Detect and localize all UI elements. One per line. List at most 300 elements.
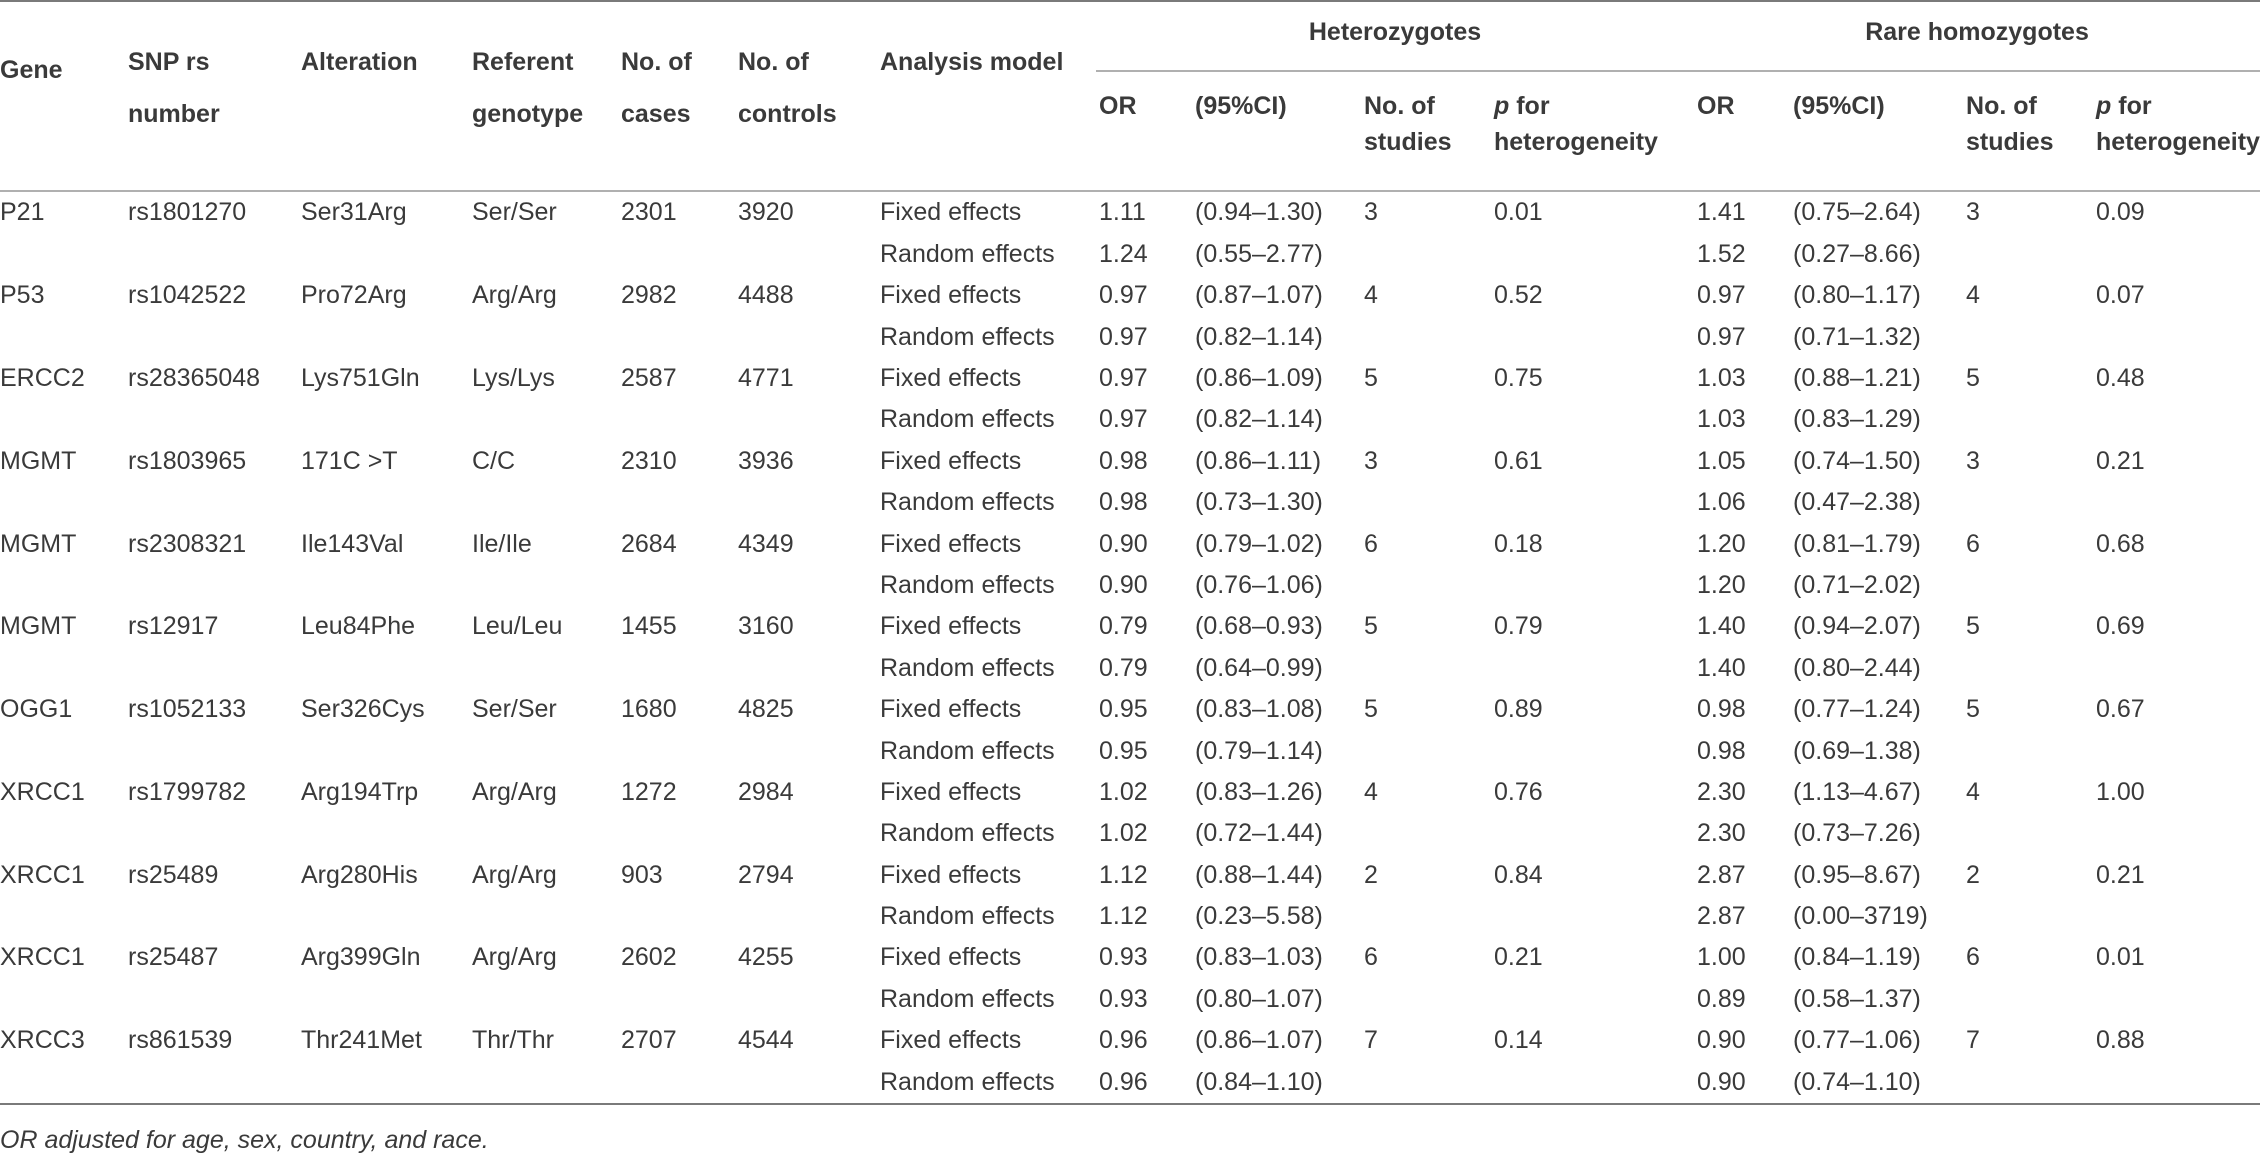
cell-empty [298, 896, 469, 937]
cell-rare-or: 2.30 [1697, 819, 1746, 848]
cell-het-ci: (0.86–1.11) [1195, 446, 1322, 475]
cell-het-p: 0.89 [1494, 695, 1543, 724]
cell-model: Fixed effects [880, 364, 1022, 392]
cell-alteration: Leu84Phe [301, 612, 416, 641]
cell-het-studies: 6 [1364, 529, 1378, 558]
cell-het-studies: 3 [1361, 191, 1491, 233]
cell-het-studies: 5 [1364, 612, 1378, 641]
cell-het-ci: (0.84–1.10) [1192, 1061, 1361, 1103]
cell-het-ci: (0.72–1.44) [1195, 819, 1323, 848]
cell-het-or: 0.93 [1099, 984, 1148, 1013]
cell-gene: XRCC1 [0, 777, 85, 806]
cell-controls: 3936 [738, 446, 794, 475]
cell-empty [735, 233, 877, 274]
table-row [0, 523, 2260, 564]
cell-controls: 2984 [738, 777, 794, 806]
cell-gene: XRCC3 [0, 1026, 85, 1055]
cell-empty [298, 482, 469, 523]
table-row [0, 275, 2260, 316]
cell-empty [735, 896, 877, 937]
cell-empty [0, 647, 125, 688]
cell-empty [125, 233, 298, 274]
cell-snp: rs861539 [128, 1026, 233, 1055]
cell-model: Random effects [880, 322, 1055, 351]
table-row [0, 978, 2260, 1019]
cell-het-ci: (0.88–1.44) [1195, 860, 1323, 889]
cell-model: Random effects [880, 570, 1055, 599]
cell-alteration: Arg194Trp [301, 777, 419, 806]
cell-alteration: Arg399Gln [301, 943, 421, 972]
cell-controls: 4771 [738, 364, 794, 392]
cell-cases: 2587 [621, 364, 677, 392]
cell-het-ci: (0.64–0.99) [1195, 653, 1323, 682]
cell-gene: MGMT [0, 612, 77, 641]
cell-rare-ci: (0.84–1.19) [1793, 943, 1921, 972]
cell-empty [2093, 399, 2260, 440]
cell-referent: Ser/Ser [469, 191, 618, 233]
cell-model: Fixed effects [877, 191, 1096, 233]
cell-het-or: 0.90 [1099, 529, 1148, 558]
cell-rare-ci: (0.88–1.21) [1793, 364, 1921, 392]
cell-controls: 4544 [738, 1026, 794, 1055]
cell-empty [735, 647, 877, 688]
cell-rare-ci: (0.00–3719) [1793, 902, 1928, 931]
cell-rare-p: 0.69 [2096, 612, 2145, 641]
p-label: for heterogeneity [2096, 92, 2260, 156]
cell-empty [298, 399, 469, 440]
cell-rare-or: 1.20 [1697, 570, 1746, 599]
cell-empty [1963, 896, 2093, 937]
cell-het-or: 1.12 [1099, 902, 1148, 931]
cell-empty [1491, 565, 1694, 606]
cell-empty [298, 316, 469, 357]
cell-het-studies: 4 [1364, 281, 1378, 310]
cell-empty [1491, 1061, 1694, 1103]
cell-rare-p: 0.67 [2096, 695, 2145, 724]
cell-het-or: 0.98 [1099, 488, 1148, 517]
table-row [0, 730, 2260, 771]
cell-rare-or: 0.98 [1697, 695, 1746, 724]
cell-controls: 4255 [738, 943, 794, 972]
cell-empty [1361, 896, 1491, 937]
cell-cases: 2684 [621, 529, 677, 558]
header-cases: No. of cases [618, 1, 735, 191]
cell-empty [0, 565, 125, 606]
cell-rare-studies: 3 [1966, 446, 1980, 475]
cell-het-ci: (0.83–1.08) [1195, 695, 1323, 724]
cell-empty [125, 813, 298, 854]
cell-alteration: Thr241Met [301, 1026, 422, 1055]
table-row [0, 647, 2260, 688]
cell-model: Fixed effects [880, 777, 1022, 806]
cell-cases: 2301 [618, 191, 735, 233]
cell-rare-or: 0.89 [1697, 984, 1746, 1013]
cell-model: Random effects [880, 653, 1055, 682]
cell-het-ci: (0.68–0.93) [1195, 612, 1323, 641]
cell-empty [1361, 482, 1491, 523]
cell-snp: rs2308321 [128, 529, 247, 558]
p-label: for heterogeneity [1494, 92, 1658, 156]
cell-empty [298, 233, 469, 274]
cell-rare-studies: 4 [1966, 281, 1980, 310]
cell-het-p: 0.18 [1494, 529, 1543, 558]
cell-het-p: 0.75 [1494, 364, 1543, 392]
cell-empty [1361, 978, 1491, 1019]
cell-rare-studies: 2 [1966, 860, 1980, 889]
cell-model: Fixed effects [880, 943, 1022, 972]
cell-empty [0, 233, 125, 274]
cell-alteration: Ser31Arg [298, 191, 469, 233]
cell-empty [1491, 813, 1694, 854]
cell-empty [469, 730, 618, 771]
cell-referent: Ser/Ser [472, 695, 557, 724]
cell-snp: rs1801270 [125, 191, 298, 233]
cell-rare-ci: (0.73–7.26) [1793, 819, 1921, 848]
cell-het-p: 0.21 [1494, 943, 1543, 972]
cell-rare-p: 1.00 [2096, 777, 2145, 806]
cell-empty [469, 813, 618, 854]
header-rare-p [2093, 72, 2260, 191]
cell-snp: rs1803965 [128, 446, 247, 475]
cell-empty [469, 482, 618, 523]
header-rare-ci: (95%CI) [1793, 92, 1885, 120]
cell-het-or: 0.97 [1099, 405, 1148, 434]
cell-rare-p: 0.68 [2096, 529, 2145, 558]
cell-empty [618, 813, 735, 854]
cell-empty [2093, 730, 2260, 771]
cell-referent: Arg/Arg [472, 860, 557, 889]
header-alteration: Alteration [298, 1, 469, 191]
cell-empty [0, 1061, 125, 1103]
cell-empty [1963, 316, 2093, 357]
cell-cases: 1680 [621, 695, 677, 724]
cell-het-p: 0.14 [1494, 1026, 1543, 1055]
cell-het-or: 0.79 [1099, 653, 1148, 682]
cell-rare-p: 0.21 [2096, 446, 2145, 475]
cell-alteration: 171C >T [301, 446, 398, 475]
cell-rare-ci: (0.94–2.07) [1793, 612, 1921, 641]
cell-het-ci: (0.87–1.07) [1195, 281, 1323, 310]
cell-model: Random effects [880, 819, 1055, 848]
cell-het-studies: 3 [1364, 446, 1378, 475]
cell-het-ci: (0.86–1.07) [1195, 1026, 1323, 1055]
cell-empty [2093, 896, 2260, 937]
cell-empty [0, 316, 125, 357]
cell-empty [735, 316, 877, 357]
cell-rare-or: 1.00 [1697, 943, 1746, 972]
cell-referent: C/C [472, 446, 516, 475]
cell-empty [469, 316, 618, 357]
cell-empty [618, 896, 735, 937]
header-het-or: OR [1099, 92, 1137, 120]
cell-het-or: 0.90 [1099, 570, 1148, 599]
cell-rare-ci: (0.71–2.02) [1793, 570, 1921, 599]
cell-rare-or: 1.03 [1697, 364, 1746, 392]
cell-empty [1491, 316, 1694, 357]
cell-het-or: 0.97 [1099, 281, 1148, 310]
header-model: Analysis model [877, 1, 1096, 191]
cell-empty [618, 233, 735, 274]
cell-rare-ci: (0.77–1.24) [1793, 695, 1921, 724]
cell-empty [1361, 647, 1491, 688]
cell-referent: Arg/Arg [472, 777, 557, 806]
cell-empty [469, 399, 618, 440]
cell-rare-or: 1.41 [1694, 191, 1790, 233]
cell-rare-studies: 4 [1966, 777, 1980, 806]
cell-snp: rs1042522 [128, 281, 247, 310]
header-het-ci: (95%CI) [1195, 92, 1287, 120]
cell-empty [1491, 399, 1694, 440]
cell-rare-or: 0.90 [1697, 1026, 1746, 1055]
cell-empty [1491, 896, 1694, 937]
header-controls: No. of controls [735, 1, 877, 191]
cell-controls: 4825 [738, 695, 794, 724]
header-rare-or: OR [1697, 92, 1735, 120]
cell-model: Fixed effects [880, 1026, 1022, 1055]
cell-rare-studies: 5 [1966, 612, 1980, 641]
cell-empty [0, 482, 125, 523]
cell-empty [1963, 399, 2093, 440]
cell-controls: 3920 [735, 191, 877, 233]
cell-empty [735, 978, 877, 1019]
cell-het-p: 0.84 [1494, 860, 1543, 889]
cell-empty [2093, 565, 2260, 606]
cell-empty [618, 1061, 735, 1103]
cell-empty [469, 1061, 618, 1103]
cell-empty [618, 316, 735, 357]
cell-controls: 4488 [738, 281, 794, 310]
cell-cases: 1455 [621, 612, 677, 641]
cell-empty [469, 896, 618, 937]
cell-alteration: Pro72Arg [301, 281, 407, 310]
cell-het-or: 0.96 [1096, 1061, 1192, 1103]
table-row [0, 854, 2260, 895]
cell-empty [1491, 233, 1694, 274]
cell-rare-ci: (0.95–8.67) [1793, 860, 1921, 889]
cell-rare-ci: (0.74–1.10) [1790, 1061, 1963, 1103]
cell-het-or: 1.24 [1099, 239, 1148, 268]
cell-empty [298, 565, 469, 606]
cell-empty [735, 813, 877, 854]
cell-empty [1963, 482, 2093, 523]
cell-gene: ERCC2 [0, 364, 85, 392]
table-row [0, 1020, 2260, 1061]
cell-empty [0, 896, 125, 937]
cell-rare-ci: (0.83–1.29) [1793, 405, 1921, 434]
cell-rare-studies: 5 [1966, 695, 1980, 724]
table-row [0, 937, 2260, 978]
cell-empty [2093, 482, 2260, 523]
cell-rare-or: 1.40 [1697, 653, 1746, 682]
cell-snp: rs1052133 [128, 695, 247, 724]
cell-snp: rs25489 [128, 860, 219, 889]
cell-model: Fixed effects [880, 695, 1022, 724]
cell-het-ci: (0.23–5.58) [1195, 902, 1323, 931]
cell-empty [1963, 233, 2093, 274]
cell-het-ci: (0.79–1.14) [1195, 736, 1323, 765]
cell-empty [1361, 565, 1491, 606]
cell-het-p: 0.52 [1494, 281, 1543, 310]
cell-empty [1491, 978, 1694, 1019]
cell-snp: rs25487 [128, 943, 219, 972]
cell-rare-p: 0.88 [2096, 1026, 2145, 1055]
cell-controls: 4349 [738, 529, 794, 558]
table-row [0, 191, 2260, 233]
cell-rare-studies: 5 [1966, 364, 1980, 392]
cell-snp: rs1799782 [128, 777, 247, 806]
table-footnote: OR adjusted for age, sex, country, and race. [0, 1126, 489, 1154]
cell-het-or: 0.97 [1099, 322, 1148, 351]
cell-cases: 1272 [621, 777, 677, 806]
cell-rare-studies: 7 [1966, 1026, 1980, 1055]
cell-empty [125, 896, 298, 937]
table-header [0, 1, 2260, 191]
cell-rare-ci: (0.75–2.64) [1790, 191, 1963, 233]
cell-empty [618, 565, 735, 606]
header-snp: SNP rs number [125, 1, 298, 191]
cell-het-ci: (0.79–1.02) [1195, 529, 1323, 558]
cell-gene: OGG1 [0, 695, 73, 724]
cell-empty [0, 399, 125, 440]
cell-empty [298, 647, 469, 688]
cell-het-p: 0.79 [1494, 612, 1543, 641]
cell-empty [469, 647, 618, 688]
table-row [0, 689, 2260, 730]
cell-alteration: Ile143Val [301, 529, 404, 558]
cell-empty [735, 482, 877, 523]
header-referent: Referent genotype [469, 1, 618, 191]
cell-controls: 2794 [738, 860, 794, 889]
cell-het-studies: 5 [1364, 695, 1378, 724]
cell-empty [735, 399, 877, 440]
cell-het-or: 0.93 [1099, 943, 1148, 972]
cell-empty [2093, 316, 2260, 357]
cell-rare-or: 2.87 [1697, 860, 1746, 889]
cell-rare-p: 0.01 [2096, 943, 2145, 972]
cell-het-ci: (0.76–1.06) [1195, 570, 1323, 599]
cell-rare-or: 1.52 [1697, 239, 1746, 268]
cell-rare-or: 1.40 [1697, 612, 1746, 641]
cell-het-ci: (0.86–1.09) [1195, 364, 1323, 392]
cell-empty [469, 233, 618, 274]
cell-cases: 2982 [621, 281, 677, 310]
cell-empty [618, 482, 735, 523]
cell-rare-or: 0.97 [1697, 322, 1746, 351]
cell-empty [735, 1061, 877, 1103]
cell-rare-studies: 3 [1963, 191, 2093, 233]
table-row [0, 565, 2260, 606]
cell-rare-or: 1.03 [1697, 405, 1746, 434]
cell-het-ci: (0.94–1.30) [1192, 191, 1361, 233]
cell-het-studies: 5 [1364, 364, 1378, 392]
cell-empty [1361, 233, 1491, 274]
table-row [0, 896, 2260, 937]
cell-het-or: 1.12 [1099, 860, 1148, 889]
cell-empty [618, 730, 735, 771]
cell-gene: XRCC1 [0, 943, 85, 972]
cell-empty [2093, 978, 2260, 1019]
cell-empty [2093, 647, 2260, 688]
cell-het-or: 0.95 [1099, 736, 1148, 765]
cell-model: Random effects [880, 984, 1055, 1013]
cell-rare-or: 2.87 [1697, 902, 1746, 931]
cell-empty [1963, 647, 2093, 688]
cell-empty [1361, 813, 1491, 854]
cell-model: Fixed effects [880, 281, 1022, 310]
cell-het-p: 0.61 [1494, 446, 1543, 475]
cell-het-ci: (0.73–1.30) [1195, 488, 1323, 517]
cell-empty [0, 978, 125, 1019]
cell-rare-or: 1.05 [1697, 446, 1746, 475]
cell-het-or: 0.79 [1099, 612, 1148, 641]
cell-empty [125, 316, 298, 357]
table-body [0, 191, 2260, 1104]
table-row [0, 233, 2260, 274]
cell-het-p: 0.76 [1494, 777, 1543, 806]
cell-empty [735, 730, 877, 771]
table-row [0, 316, 2260, 357]
cell-referent: Arg/Arg [472, 281, 557, 310]
cell-rare-p: 0.09 [2093, 191, 2260, 233]
cell-het-or: 0.98 [1099, 446, 1148, 475]
cell-gene: MGMT [0, 529, 77, 558]
cell-empty [125, 730, 298, 771]
header-heterozygotes [1096, 1, 1694, 72]
cell-rare-studies: 6 [1966, 943, 1980, 972]
cell-rare-ci: (1.13–4.67) [1793, 777, 1921, 806]
cell-model: Random effects [880, 405, 1055, 434]
cell-rare-p: 0.48 [2096, 364, 2145, 392]
cell-controls: 3160 [738, 612, 794, 641]
cell-empty [469, 565, 618, 606]
cell-rare-ci: (0.81–1.79) [1793, 529, 1921, 558]
cell-empty [1491, 482, 1694, 523]
cell-empty [125, 978, 298, 1019]
cell-empty [1361, 1061, 1491, 1103]
cell-empty [1491, 730, 1694, 771]
cell-empty [1361, 316, 1491, 357]
cell-empty [125, 565, 298, 606]
cell-rare-or: 1.06 [1697, 488, 1746, 517]
cell-model: Fixed effects [880, 612, 1022, 641]
cell-snp: rs28365048 [128, 364, 261, 392]
cell-empty [618, 978, 735, 1019]
cell-model: Random effects [880, 736, 1055, 765]
cell-model: Random effects [880, 239, 1055, 268]
cell-empty [618, 399, 735, 440]
cell-referent: Lys/Lys [472, 364, 555, 392]
cell-empty [618, 647, 735, 688]
cell-empty [1361, 730, 1491, 771]
table-row [0, 771, 2260, 812]
heterozygotes-label: Heterozygotes [1096, 2, 1694, 72]
table-row [0, 358, 2260, 399]
cell-rare-ci: (0.27–8.66) [1793, 239, 1921, 268]
rare-homozygotes-label: Rare homozygotes [1694, 2, 2260, 72]
cell-empty [0, 730, 125, 771]
cell-model: Random effects [880, 488, 1055, 517]
cell-het-or: 0.95 [1099, 695, 1148, 724]
cell-empty [298, 730, 469, 771]
cell-cases: 2707 [621, 1026, 677, 1055]
table-row [0, 1061, 2260, 1103]
cell-empty [125, 482, 298, 523]
cell-rare-ci: (0.71–1.32) [1793, 322, 1921, 351]
cell-empty [2093, 813, 2260, 854]
cell-rare-ci: (0.58–1.37) [1793, 984, 1921, 1013]
cell-rare-ci: (0.77–1.06) [1793, 1026, 1921, 1055]
header-het-studies: No. of studies [1364, 92, 1452, 156]
